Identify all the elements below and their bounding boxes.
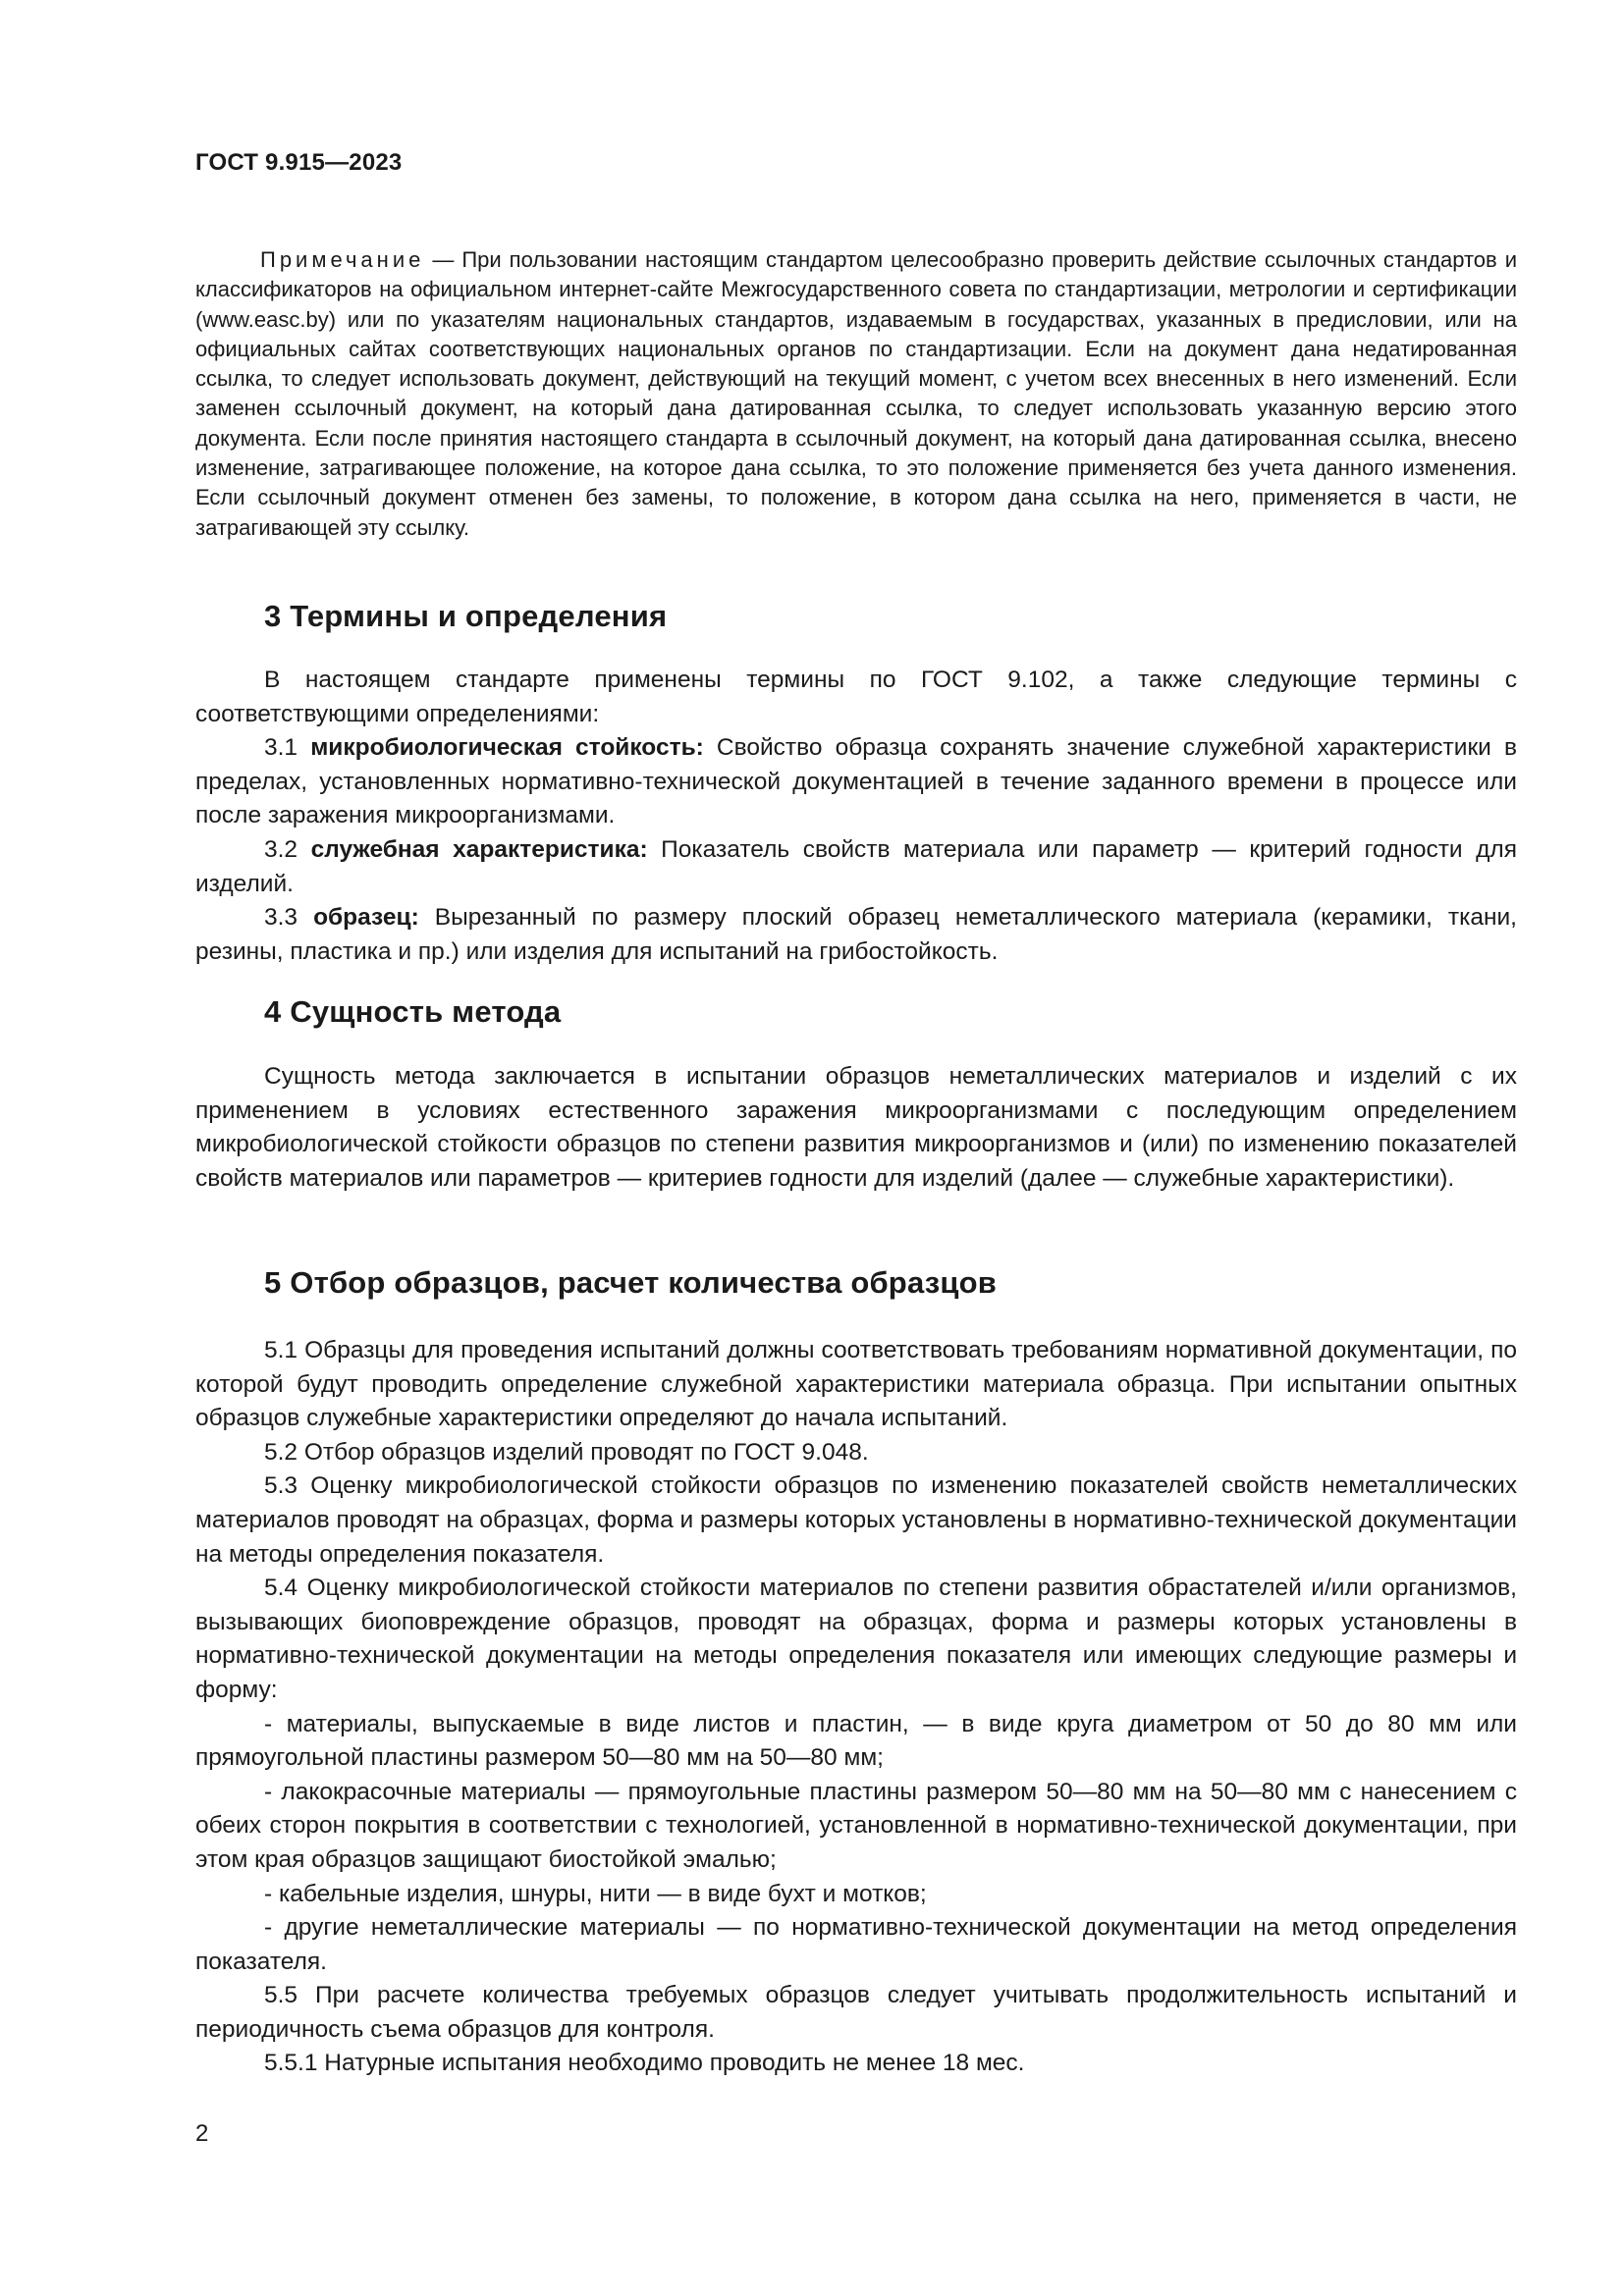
- section-sampling: [195, 1265, 1517, 2081]
- term-name: служебная характеристика:: [310, 835, 648, 863]
- clause-5-2: 5.2 Отбор образцов изделий проводят по ГОСТ 9.048.: [264, 1438, 869, 1466]
- clause-5-1: 5.1 Образцы для проведения испытаний должны соответствовать требованиям нормативной документации, по которой будут проводить определение служебной характеристики материала образца. При испытании опытных образцов служебные характеристики определяют до начала испытаний.: [195, 1337, 1517, 1432]
- clause-5-3: 5.3 Оценку микробиологической стойкости образцов по изменению показателей свойств неметаллических материалов проводят на образцах, форма и размеры которых установлены в нормативно-технической документации на методы определения показателя.: [195, 1472, 1517, 1568]
- list-item-paints: - лакокрасочные материалы — прямоугольные пластины размером 50—80 мм на 50—80 мм с нанесением с обеих сторон покрытия в соответствии с технологией, установленной в нормативно-технической документации, при этом края образцов защищают биостойкой эмалью;: [195, 1778, 1517, 1873]
- term-number: 3.1: [264, 734, 311, 762]
- term-3-3: [195, 901, 1517, 969]
- term-3-2: [195, 833, 1517, 901]
- term-definition: Вырезанный по размеру плоский образец неметаллического материала (керамики, ткани, резины, пластика и пр.) или изделия для испытаний на грибостойкость.: [195, 904, 1517, 965]
- term-name: микробиологическая стойкость:: [310, 734, 704, 762]
- page-number: 2: [195, 2120, 209, 2147]
- term-definition: Показатель свойств материала или параметр — критерий годности для изделий.: [195, 835, 1517, 897]
- clause-5-5: 5.5 При расчете количества требуемых образцов следует учитывать продолжительность испытаний и периодичность съема образцов для контроля.: [195, 1982, 1517, 2043]
- section-3-heading: 3 Термины и определения: [264, 599, 668, 633]
- section-3-intro: В настоящем стандарте применены термины по ГОСТ 9.102, а также следующие термины с соответствующими определениями:: [195, 667, 1517, 727]
- term-name: образец:: [313, 904, 419, 932]
- section-terms: [195, 599, 1517, 969]
- section-4-heading: 4 Сущность метода: [264, 994, 562, 1029]
- list-item-cables: - кабельные изделия, шнуры, нити — в виде бухт и мотков;: [264, 1880, 927, 1907]
- clause-5-4: 5.4 Оценку микробиологической стойкости материалов по степени развития обрастателей и/или организмов, вызывающих биоповреждение образцов, проводят на образцах, форма и размеры которых установлены в нормативно-технической документации на методы определения показателя или имеющих следующие размеры и форму:: [195, 1575, 1517, 1703]
- section-4-text: Сущность метода заключается в испытании образцов неметаллических материалов и изделий с их применением в условиях естественного заражения микроорганизмами с последующим определением микробиологической стойкости образцов по степени развития микроорганизмов и (или) по изменению показателей свойств материалов или параметров — критериев годности для изделий (далее — служебные характеристики).: [195, 1063, 1517, 1192]
- note-label: Примечание: [260, 247, 425, 272]
- term-number: 3.3: [264, 904, 314, 932]
- references-note: [195, 245, 1517, 543]
- document-code: ГОСТ 9.915—2023: [195, 149, 403, 176]
- section-method-essence: [195, 994, 1517, 1196]
- note-text: — При пользовании настоящим стандартом целесообразно проверить действие ссылочных стандартов и классификаторов на официальном интернет-сайте Межгосударственного совета по стандартизации, метрологии и сертификации (www.easc.by) или по указателям национальных стандартов, издаваемым в государствах, указанных в предисловии, или на официальных сайтах соответствующих национальных органов по стандартизации. Если на документ дана недатированная ссылка, то следует использовать документ, действующий на текущий момент, с учетом всех внесенных в него изменений. Если заменен ссылочный документ, на который дана датированная ссылка, то следует использовать указанную версию этого документа. Если после принятия настоящего стандарта в ссылочный документ, на который дана датированная ссылка, внесено изменение, затрагивающее положение, на которое дана ссылка, то это положение применяется без учета данного изменения. Если ссылочный документ отменен без замены, то положение, в котором дана ссылка на него, применяется в части, не затрагивающей эту ссылку.: [195, 247, 1517, 540]
- term-definition: Свойство образца сохранять значение служебной характеристики в пределах, установленных нормативно-технической документацией в течение заданного времени в процессе или после заражения микроорганизмами.: [195, 734, 1518, 829]
- term-number: 3.2: [264, 835, 311, 863]
- list-item-sheets: - материалы, выпускаемые в виде листов и пластин, — в виде круга диаметром от 50 до 80 мм или прямоугольной пластины размером 50—80 мм на 50—80 мм;: [195, 1710, 1517, 1772]
- clause-5-5-1: 5.5.1 Натурные испытания необходимо проводить не менее 18 мес.: [264, 2050, 1025, 2077]
- list-item-other: - другие неметаллические материалы — по нормативно-технической документации на метод определения показателя.: [195, 1914, 1517, 1975]
- term-3-1: [195, 731, 1517, 833]
- section-5-heading: 5 Отбор образцов, расчет количества образцов: [264, 1265, 998, 1300]
